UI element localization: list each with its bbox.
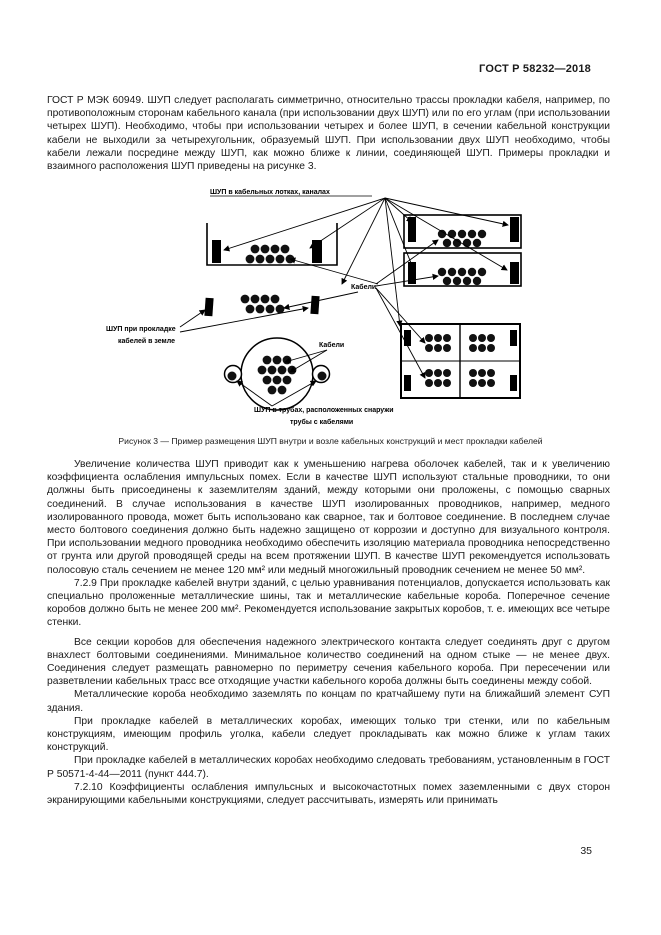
paragraph: 7.2.9 При прокладке кабелей внутри зданий, с целью уравнивания потенциалов, допускается использовать как специально проложенные металлические шины, так и металлические кабельные короба. Поперечное сечение коробов должно быть не менее 200 мм². Рекомендуется использование закрытых коробов, т. е. имеющих все четыре стенки. (47, 577, 610, 629)
label-ground-2: кабелей в земле (118, 338, 175, 345)
paragraph: При прокладке кабелей в металлических коробах, имеющих только три стенки, или по кабельным конструкциям, имеющим профиль уголка, кабели следует прокладывать как можно ближе к углам таких конструкций. (47, 715, 610, 754)
pipe-assembly (225, 338, 330, 410)
label-ground-1: ШУП при прокладке (106, 326, 176, 333)
shup-conductor (212, 240, 221, 263)
arrows-ground (180, 308, 308, 332)
page-number: 35 (580, 845, 592, 857)
paragraph: Все секции коробов для обеспечения надежного электрического контакта следует соединять друг с другом внахлест болтовыми соединениями. Минимальное количество соединений на одном стыке — не менее двух. Соединения следует размещать равномерно по периметру сечения кабельного короба. При пересечении или разветвлении кабельных трасс все отходящие участки кабельного короба должны быть соединены между собой. (47, 636, 610, 688)
label-trays: ШУП в кабельных лотках, каналах (210, 189, 330, 196)
label-pipes-1: ШУП в трубах, расположенных снаружи (254, 407, 394, 414)
paragraph: Увеличение количества ШУП приводит как к уменьшению нагрева оболочек кабелей, так и к увеличению коэффициента ослабления импульсных помех. Если в качестве ШУП используют стальные проводники, то они должны быть присоединены к заземлителям зданий, между которыми они проложены, с помощью сварных соединений. В случае использования в качестве ШУП изолированных проводников, например, медного изолированного провода, может быть использовано как сварное, так и болтовое соединение. В последнем случае место болтового соединения должно быть надежно защищено от коррозии и доступно для визуального контроля. При использовании медного проводника необходимо обеспечить изоляцию материала проводника непосредственно от грунта или другой проводящей среды на всем протяжении ШУП. В качестве ШУП рекомендуется использовать полосовую сталь сечением не менее 120 мм² или медный многожильный проводник сечением не менее 50 мм². (47, 459, 610, 576)
cable-diagram (40, 180, 620, 430)
cable-box (401, 324, 520, 398)
left-tray (207, 223, 337, 265)
figure-caption: Рисунок 3 — Пример размещения ШУП внутри и возле кабельных конструкций и мест прокладки кабелей (118, 436, 543, 446)
document-header: ГОСТ Р 58232—2018 (479, 63, 591, 75)
label-pipes-2: трубы с кабелями (290, 419, 354, 426)
right-lower-tray (404, 253, 521, 286)
paragraph: Металлические короба необходимо заземлять по концам по кратчайшему пути на ближайший элемент СУП здания. (47, 689, 610, 714)
label-cables-mid: Кабели (351, 284, 377, 291)
top-text (47, 94, 610, 173)
buried-cables (204, 295, 319, 317)
label-cables-pipe: Кабели (319, 342, 345, 349)
figure-3 (40, 180, 620, 430)
bottom-text (47, 458, 610, 807)
paragraph: При прокладке кабелей в металлических коробах необходимо следовать требованиям, установленным в ГОСТ Р 50571-4-44—2011 (пункт 444.7). (47, 755, 610, 780)
paragraph: ГОСТ Р МЭК 60949. ШУП следует располагать симметрично, относительно трассы прокладки кабеля, например, по противоположным сторонам кабельного канала (при использовании двух ШУП) или по его углам (при использовании четырех ШУП). Необходимо, чтобы при использовании четырех и более ШУП, в сечении кабельной конструкции кабели не выходили за четырехугольник, образуемый ШУП. При использовании двух ШУП необходимо, чтобы кабели лежали посредине между ШУП, как можно ближе к линии, соединяющей ШУП. Примеры прокладки и взаимного расположения ШУП приведены на рисунке 3. (47, 95, 610, 173)
paragraph: 7.2.10 Коэффициенты ослабления импульсных и высокочастотных помех заземленными с двух сторон экранирующими кабельными конструкциями, следует рассчитывать, измерять или принимать (47, 781, 610, 807)
